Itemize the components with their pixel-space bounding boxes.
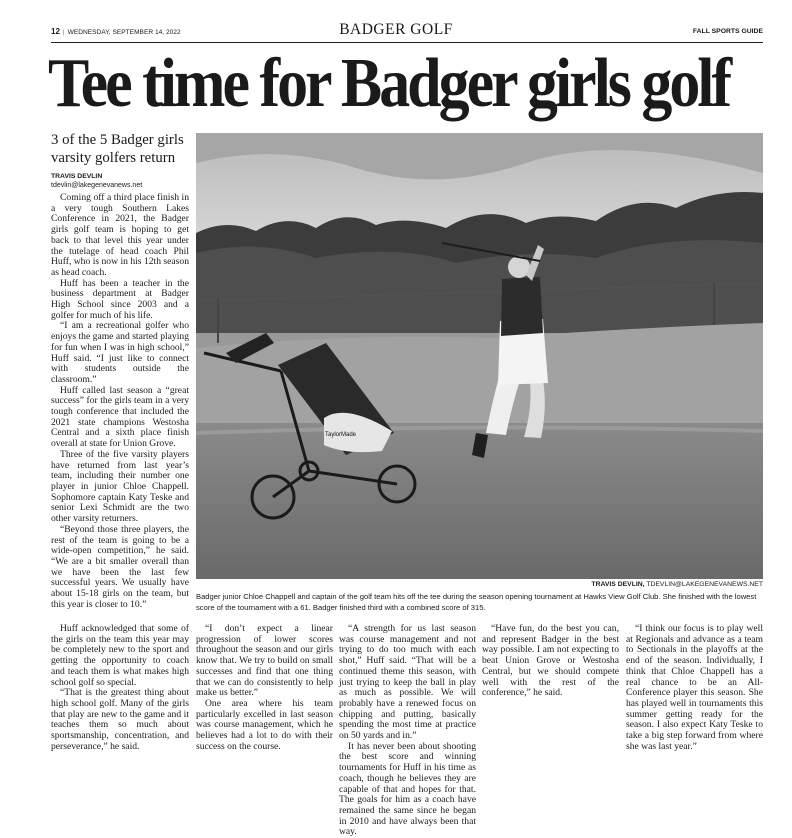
byline-email: tdevlin@lakegenevanews.net	[51, 182, 143, 189]
body-column-4	[482, 624, 619, 699]
byline-name: TRAVIS DEVLIN	[51, 173, 103, 180]
body-paragraph: “A strength for us last season was course management and not trying to do too much with each shot,” Huff said. “That will be a continued theme this season, with just trying to keep the ball in play as much as possible. We will probably have a renewed focus on chipping and putting, basically spending the most time at practice on 50 yards and in.”	[339, 623, 476, 742]
body-paragraph: “I am a recreational golfer who enjoys the game and started playing for fun when I was in high school,” Huff said. “I just like to connect with students outside the classroom.”	[51, 320, 189, 385]
photo-credit-email: TDEVLIN@LAKEGENEVANEWS.NET	[646, 581, 763, 588]
body-paragraph: “Have fun, do the best you can, and represent Badger in the best way possible. I am not expecting to beat Union Grove or Westosha Central, but we should compete well with the rest of the conference,” he said.	[482, 623, 619, 699]
body-column-1b	[51, 624, 189, 752]
section-title: BADGER GOLF	[339, 21, 453, 38]
fairway-hill	[196, 323, 763, 433]
body-paragraph: One area where his team particularly excelled in last season was course management, which he believes had a lot to do with their success on the course.	[196, 697, 333, 752]
header-divider: |	[62, 29, 65, 36]
guide-label: FALL SPORTS GUIDE	[692, 28, 763, 35]
bag-logo: TaylorMade	[325, 432, 357, 438]
byline	[51, 172, 191, 191]
body-paragraph: It has never been about shooting the best score and winning tournaments for Huff in his time as coach, though he believes they are capable of that and hopes for that. The goals for him as a coach have remained the same since he began in 2010 and have always been that way.	[339, 740, 476, 838]
body-paragraph: Three of the five varsity players have returned from last year’s team, including their number one player in junior Chloe Chappell. Sophomore captain Katy Teske and senior Lexi Schmidt are the two other varsity returners.	[51, 448, 189, 525]
body-column-1	[51, 193, 189, 610]
photo-caption: Badger junior Chloe Chappell and captain of the golf team hits off the tee during the season opening tournament at Hawks View Golf Club. She finished with the lowest score of the tournament with a 61. Badger finished third with a combined score of 315.	[196, 592, 757, 612]
body-paragraph: “That is the greatest thing about high school golf. Many of the girls that play are new to the game and it teaches them so much about sportsmanship, concentration, and perseverance,” he said.	[51, 687, 189, 752]
page-number: 12	[51, 27, 60, 36]
issue-date: WEDNESDAY, SEPTEMBER 14, 2022	[67, 29, 181, 36]
body-paragraph: Huff called last season a “great success” for the girls team in a very tough conference that included the 2021 state champions Westosha Central and a sixth place finish overall at state for Union Grove.	[51, 384, 189, 450]
body-paragraph: “I think our focus is to play well at Regionals and advance as a team to Sectionals in the playoffs at the end of the season. Individually, I think that Chloe Chappell has a real chance to be an All-Conference player this season. She has played well in tournaments this summer getting ready for the season. I also expect Katy Teske to take a big step forward from where she was last year.”	[626, 623, 763, 752]
photo-credit-name: TRAVIS DEVLIN,	[591, 581, 645, 588]
body-paragraph: Huff acknowledged that some of the girls on the team this year may be completely new to the sport and getting the opportunity to coach and teach them is what makes high school golf so special.	[51, 623, 189, 688]
photo-credit	[591, 581, 763, 588]
headline: Tee time for Badger girls golf	[48, 45, 730, 122]
body-paragraph: Huff has been a teacher in the business department at Badger High School since 2003 and a golfer for much of his life.	[51, 277, 189, 321]
golf-photo	[196, 133, 763, 579]
deck: 3 of the 5 Badger girls varsity golfers return	[51, 132, 184, 166]
body-paragraph: “Beyond those three players, the rest of the team is going to be a wide-open competition,” he said. “We are a bit smaller overall than we have been the last few successful years. We usually have about 15-18 girls on the team, but this year is closer to 10.”	[51, 523, 189, 610]
body-paragraph: “I don’t expect a linear progression of lower scores throughout the season and our girls know that. We try to build on small successes and find that one thing that we can do consistently to help make us better.”	[196, 623, 333, 699]
body-column-2	[196, 624, 333, 752]
body-column-3	[339, 624, 476, 838]
body-column-5	[626, 624, 763, 752]
body-paragraph: Coming off a third place finish in a very tough Southern Lakes Conference in 2021, the Badger girls golf team is hoping to get back to that level this year under the tutelage of head coach Phil Huff, who is now in his 12th season as head coach.	[51, 192, 189, 278]
